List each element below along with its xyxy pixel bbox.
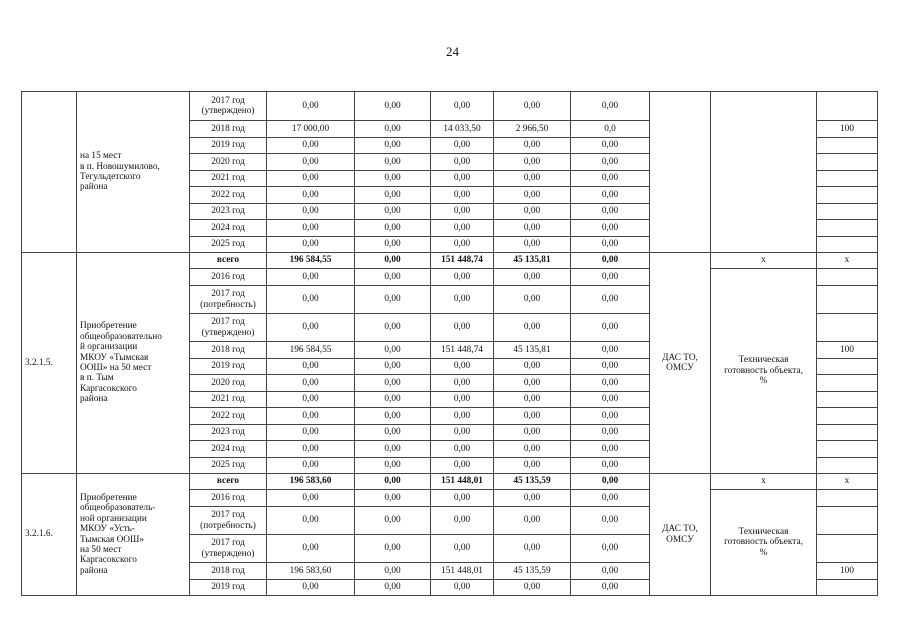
text-line: (утверждено) <box>201 327 255 338</box>
value-cell: 0,00 <box>494 375 571 392</box>
value-cell: 0,00 <box>494 171 571 187</box>
text-line: ДАС ТО, <box>662 352 698 363</box>
indicator-name-cell <box>711 92 817 253</box>
text-line: 2024 год <box>211 222 245 233</box>
value-cell: 0,00 <box>355 535 431 563</box>
row-code: 3.2.1.6. <box>22 474 77 596</box>
value-cell: 0,00 <box>571 392 650 408</box>
value-cell: 0,00 <box>494 187 571 204</box>
target-value-cell <box>817 490 878 507</box>
value-cell: 0,00 <box>431 154 494 171</box>
text-line: района <box>80 394 108 405</box>
value-cell: 0,00 <box>267 507 355 535</box>
indicator-name-cell <box>711 269 817 474</box>
value-cell: 0,00 <box>494 220 571 237</box>
value-cell: 0,00 <box>267 580 355 596</box>
year-cell <box>190 314 267 342</box>
value-cell: 0,00 <box>494 535 571 563</box>
indicator-x-cell: х <box>711 474 817 490</box>
text-line: общеобразователь- <box>80 503 156 514</box>
text-line: ОМСУ <box>666 534 694 545</box>
target-value-cell <box>817 392 878 408</box>
text-line: 2020 год <box>211 156 245 167</box>
value-cell: 0,00 <box>494 507 571 535</box>
value-cell: 0,00 <box>355 92 431 121</box>
value-cell: 0,00 <box>571 458 650 474</box>
text-line: готовность объекта, <box>724 365 803 376</box>
value-cell: 0,00 <box>431 535 494 563</box>
target-value-cell: х <box>817 253 878 269</box>
value-cell: 0,00 <box>431 171 494 187</box>
value-cell: 0,00 <box>267 375 355 392</box>
year-cell <box>190 269 267 286</box>
value-cell: 0,00 <box>494 154 571 171</box>
value-cell: 0,00 <box>355 580 431 596</box>
value-cell: 0,00 <box>571 375 650 392</box>
value-cell: 0,00 <box>571 171 650 187</box>
target-value-cell <box>817 507 878 535</box>
value-cell: 0,00 <box>355 441 431 458</box>
year-cell <box>190 563 267 580</box>
target-value-cell <box>817 441 878 458</box>
responsible-cell <box>650 253 711 474</box>
value-cell: 0,00 <box>355 425 431 441</box>
value-cell: 0,00 <box>571 286 650 314</box>
indicator-name-cell <box>711 490 817 596</box>
text-line: 2017 год <box>211 510 245 521</box>
value-cell: 0,00 <box>267 286 355 314</box>
text-line: 2025 год <box>211 460 245 471</box>
value-cell: 0,00 <box>355 314 431 342</box>
value-cell: 0,00 <box>494 359 571 375</box>
value-cell: 0,00 <box>355 408 431 425</box>
value-cell: 0,00 <box>267 535 355 563</box>
text-line: Каргасокского <box>80 383 137 394</box>
text-line: Тегульдетского <box>80 172 141 182</box>
text-line: (утверждено) <box>201 548 255 559</box>
value-cell: 0,00 <box>355 342 431 359</box>
target-value-cell <box>817 154 878 171</box>
value-cell: 0,00 <box>571 220 650 237</box>
text-line: в п. Тым <box>80 373 114 384</box>
value-cell: 0,00 <box>431 580 494 596</box>
text-line: 2016 год <box>211 271 245 282</box>
value-cell: 0,00 <box>571 441 650 458</box>
year-cell <box>190 580 267 596</box>
event-name <box>77 92 190 253</box>
value-cell: 151 448,01 <box>431 563 494 580</box>
target-value-cell <box>817 237 878 253</box>
value-cell: 0,00 <box>431 204 494 220</box>
text-line: 2022 год <box>211 410 245 421</box>
value-cell: 0,00 <box>355 269 431 286</box>
text-line: 2024 год <box>211 443 245 454</box>
year-cell <box>190 342 267 359</box>
target-value-cell <box>817 171 878 187</box>
value-cell: 45 135,59 <box>494 563 571 580</box>
text-line: 2020 год <box>211 377 245 388</box>
budget-table <box>21 91 878 596</box>
text-line: 2023 год <box>211 427 245 438</box>
value-cell: 0,00 <box>571 535 650 563</box>
indicator-x-cell: х <box>711 253 817 269</box>
value-cell: 0,00 <box>431 269 494 286</box>
row-code: 3.2.1.5. <box>22 253 77 474</box>
value-cell: 0,00 <box>267 187 355 204</box>
value-cell: 0,00 <box>355 474 431 490</box>
value-cell: 0,00 <box>494 138 571 154</box>
value-cell: 0,00 <box>355 392 431 408</box>
text-line: 2025 год <box>211 239 245 250</box>
target-value-cell: х <box>817 474 878 490</box>
text-line: % <box>759 547 768 558</box>
value-cell: 0,00 <box>355 359 431 375</box>
target-value-cell <box>817 359 878 375</box>
value-cell: 0,00 <box>571 490 650 507</box>
year-cell <box>190 474 267 490</box>
text-line: Тымская ООШ» <box>80 534 145 545</box>
text-line: 2022 год <box>211 189 245 200</box>
value-cell: 0,00 <box>571 314 650 342</box>
responsible-cell <box>650 92 711 253</box>
value-cell: 196 583,60 <box>267 474 355 490</box>
text-line: 2018 год <box>211 123 245 134</box>
value-cell: 0,00 <box>431 286 494 314</box>
text-line: Приобретение <box>80 321 137 332</box>
value-cell: 0,00 <box>267 204 355 220</box>
value-cell: 0,00 <box>267 154 355 171</box>
value-cell: 0,00 <box>431 441 494 458</box>
value-cell: 0,00 <box>494 458 571 474</box>
text-line: на 15 мест <box>80 151 122 162</box>
year-cell <box>190 171 267 187</box>
value-cell: 0,00 <box>494 441 571 458</box>
value-cell: 0,00 <box>431 425 494 441</box>
year-cell <box>190 375 267 392</box>
target-value-cell <box>817 269 878 286</box>
year-cell <box>190 92 267 121</box>
text-line: Техническая <box>738 526 789 537</box>
value-cell: 0,00 <box>267 171 355 187</box>
text-line: района <box>80 565 108 576</box>
text-line: (потребность) <box>200 520 256 531</box>
text-line: Приобретение <box>80 492 137 503</box>
event-name <box>77 253 190 474</box>
value-cell: 0,00 <box>494 392 571 408</box>
value-cell: 0,00 <box>431 138 494 154</box>
value-cell: 0,00 <box>571 92 650 121</box>
text-line: ОМСУ <box>666 363 694 373</box>
value-cell: 17 000,00 <box>267 121 355 138</box>
target-value-cell <box>817 204 878 220</box>
value-cell: 45 135,81 <box>494 253 571 269</box>
value-cell: 0,00 <box>267 408 355 425</box>
value-cell: 0,00 <box>431 408 494 425</box>
value-cell: 0,00 <box>355 154 431 171</box>
year-cell <box>190 392 267 408</box>
value-cell: 0,00 <box>571 253 650 269</box>
year-cell <box>190 220 267 237</box>
year-cell <box>190 187 267 204</box>
value-cell: 14 033,50 <box>431 121 494 138</box>
value-cell: 0,00 <box>355 375 431 392</box>
table-row <box>22 92 878 121</box>
value-cell: 0,00 <box>355 253 431 269</box>
value-cell: 0,00 <box>267 425 355 441</box>
text-line: 2018 год <box>211 565 245 576</box>
budget-table-body <box>22 92 878 596</box>
value-cell: 0,00 <box>571 237 650 253</box>
target-value-cell: 100 <box>817 563 878 580</box>
value-cell: 0,00 <box>571 204 650 220</box>
value-cell: 0,00 <box>431 314 494 342</box>
value-cell: 0,00 <box>355 563 431 580</box>
target-value-cell <box>817 580 878 596</box>
text-line: 2021 год <box>211 394 245 405</box>
value-cell: 0,00 <box>267 458 355 474</box>
value-cell: 151 448,74 <box>431 253 494 269</box>
value-cell: 0,00 <box>571 269 650 286</box>
value-cell: 151 448,01 <box>431 474 494 490</box>
year-cell <box>190 138 267 154</box>
value-cell: 0,00 <box>355 507 431 535</box>
text-line: района <box>80 182 108 193</box>
text-line: 2019 год <box>211 582 245 593</box>
year-cell <box>190 441 267 458</box>
year-cell <box>190 535 267 563</box>
target-value-cell: 100 <box>817 342 878 359</box>
value-cell: 0,00 <box>267 220 355 237</box>
text-line: готовность объекта, <box>724 537 803 548</box>
value-cell: 0,00 <box>494 204 571 220</box>
value-cell: 0,00 <box>267 92 355 121</box>
year-cell <box>190 425 267 441</box>
target-value-cell <box>817 92 878 121</box>
value-cell: 0,00 <box>431 392 494 408</box>
value-cell: 0,00 <box>494 314 571 342</box>
value-cell: 0,00 <box>571 580 650 596</box>
year-cell <box>190 121 267 138</box>
year-cell <box>190 154 267 171</box>
year-cell <box>190 359 267 375</box>
page-number: 24 <box>446 44 459 59</box>
target-value-cell <box>817 458 878 474</box>
value-cell: 0,00 <box>494 286 571 314</box>
value-cell: 0,00 <box>571 359 650 375</box>
value-cell: 196 584,55 <box>267 342 355 359</box>
text-line: 2017 год <box>211 289 245 300</box>
value-cell: 0,00 <box>355 490 431 507</box>
text-line: (потребность) <box>200 299 256 310</box>
value-cell: 0,00 <box>431 490 494 507</box>
value-cell: 0,00 <box>571 154 650 171</box>
target-value-cell <box>817 286 878 314</box>
text-line: общеобразовательно <box>80 331 162 342</box>
value-cell: 0,00 <box>431 359 494 375</box>
year-cell <box>190 408 267 425</box>
text-line: в п. Новошумилово, <box>80 161 160 172</box>
value-cell: 45 135,81 <box>494 342 571 359</box>
value-cell: 0,00 <box>571 408 650 425</box>
text-line: 2017 год <box>211 317 245 328</box>
value-cell: 0,00 <box>431 375 494 392</box>
value-cell: 0,00 <box>431 507 494 535</box>
text-line: 2019 год <box>211 361 245 372</box>
value-cell: 0,00 <box>494 269 571 286</box>
text-line: 2019 год <box>211 140 245 151</box>
event-name <box>77 474 190 596</box>
year-cell <box>190 490 267 507</box>
year-cell <box>190 286 267 314</box>
value-cell: 2 966,50 <box>494 121 571 138</box>
text-line: 2017 год <box>211 95 245 106</box>
text-line: 2021 год <box>211 173 245 184</box>
value-cell: 0,00 <box>494 237 571 253</box>
target-value-cell <box>817 138 878 154</box>
target-value-cell <box>817 408 878 425</box>
value-cell: 0,00 <box>267 490 355 507</box>
row-code <box>22 92 77 253</box>
text-line: Техническая <box>738 355 789 366</box>
value-cell: 0,00 <box>431 92 494 121</box>
target-value-cell <box>817 314 878 342</box>
value-cell: 45 135,59 <box>494 474 571 490</box>
table-row-total <box>22 253 878 269</box>
value-cell: 0,0 <box>571 121 650 138</box>
value-cell: 0,00 <box>431 237 494 253</box>
target-value-cell: 100 <box>817 121 878 138</box>
value-cell: 151 448,74 <box>431 342 494 359</box>
text-line: всего <box>216 476 240 487</box>
year-cell <box>190 204 267 220</box>
target-value-cell <box>817 187 878 204</box>
year-cell <box>190 253 267 269</box>
value-cell: 0,00 <box>571 425 650 441</box>
text-line: ДАС ТО, <box>662 524 698 535</box>
value-cell: 0,00 <box>355 121 431 138</box>
value-cell: 0,00 <box>355 286 431 314</box>
target-value-cell <box>817 425 878 441</box>
text-line: МКОУ «Усть- <box>80 524 135 535</box>
value-cell: 0,00 <box>267 392 355 408</box>
value-cell: 0,00 <box>571 342 650 359</box>
value-cell: 0,00 <box>571 474 650 490</box>
value-cell: 0,00 <box>431 458 494 474</box>
text-line: (утверждено) <box>201 106 255 116</box>
text-line: ной организации <box>80 513 147 524</box>
table-row-total <box>22 474 878 490</box>
value-cell: 0,00 <box>267 237 355 253</box>
value-cell: 0,00 <box>355 220 431 237</box>
text-line: 2023 год <box>211 206 245 217</box>
value-cell: 0,00 <box>571 187 650 204</box>
value-cell: 0,00 <box>571 563 650 580</box>
text-line: МКОУ «Тымская <box>80 352 149 363</box>
value-cell: 0,00 <box>355 138 431 154</box>
text-line: 2016 год <box>211 492 245 503</box>
value-cell: 0,00 <box>355 204 431 220</box>
value-cell: 0,00 <box>355 187 431 204</box>
value-cell: 0,00 <box>355 458 431 474</box>
text-line: Каргасокского <box>80 555 137 566</box>
value-cell: 0,00 <box>267 441 355 458</box>
value-cell: 0,00 <box>355 237 431 253</box>
value-cell: 196 583,60 <box>267 563 355 580</box>
value-cell: 0,00 <box>494 408 571 425</box>
target-value-cell <box>817 375 878 392</box>
text-line: 2018 год <box>211 344 245 355</box>
value-cell: 0,00 <box>431 220 494 237</box>
value-cell: 0,00 <box>267 138 355 154</box>
value-cell: 0,00 <box>494 490 571 507</box>
text-line: й организации <box>80 342 138 353</box>
year-cell <box>190 237 267 253</box>
value-cell: 0,00 <box>494 92 571 121</box>
year-cell <box>190 507 267 535</box>
value-cell: 0,00 <box>267 359 355 375</box>
text-line: % <box>759 376 768 387</box>
value-cell: 196 584,55 <box>267 253 355 269</box>
text-line: ООШ» на 50 мест <box>80 363 152 373</box>
text-line: 2017 год <box>211 538 245 549</box>
target-value-cell <box>817 535 878 563</box>
text-line: на 50 мест <box>80 544 122 555</box>
target-value-cell <box>817 220 878 237</box>
value-cell: 0,00 <box>494 425 571 441</box>
text-line: всего <box>216 255 240 266</box>
value-cell: 0,00 <box>571 507 650 535</box>
value-cell: 0,00 <box>267 314 355 342</box>
year-cell <box>190 458 267 474</box>
responsible-cell <box>650 474 711 596</box>
value-cell: 0,00 <box>431 187 494 204</box>
value-cell: 0,00 <box>571 138 650 154</box>
value-cell: 0,00 <box>355 171 431 187</box>
value-cell: 0,00 <box>267 269 355 286</box>
value-cell: 0,00 <box>494 580 571 596</box>
